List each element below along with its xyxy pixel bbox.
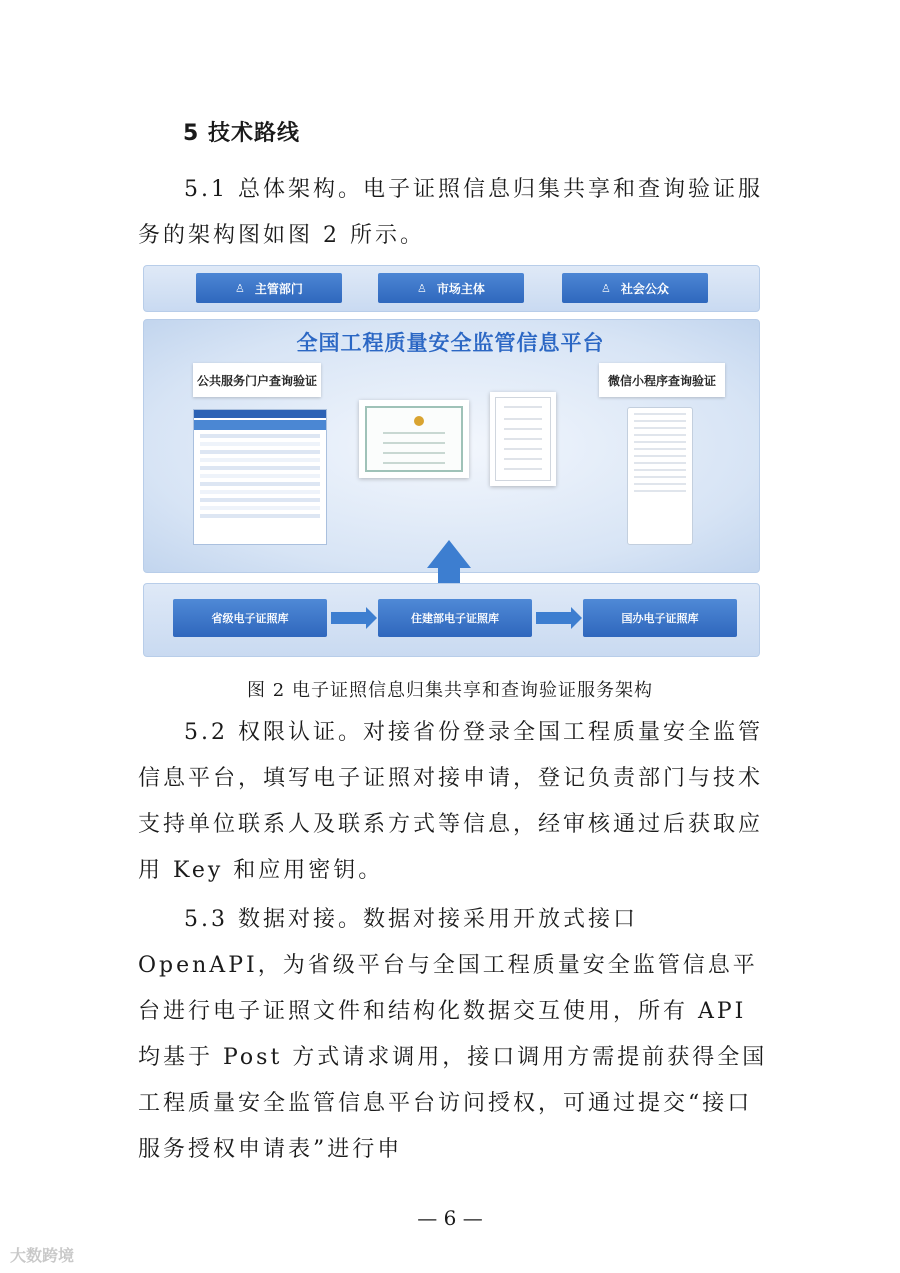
- portal-screenshot: [193, 409, 327, 545]
- certificate-document-image: [490, 392, 556, 486]
- paragraph-5-1: 5.1 总体架构。电子证照信息归集共享和查询验证服务的架构图如图 2 所示。: [138, 177, 763, 248]
- portal-label: 公共服务门户查询验证: [193, 363, 321, 397]
- miniapp-label: 微信小程序查询验证: [599, 363, 725, 397]
- paragraph-5-3: 5.3 数据对接。数据对接采用开放式接口 OpenAPI，为省级平台与全国工程质量安全监管信息平台进行电子证照文件和结构化数据交互使用，所有 API 均基于 Post 方式请求调用，接口调用方需提前获得全国工程质量安全监管信息平台访问授权，可通过提交“接口服务授权申请表”进行申: [138, 907, 768, 1162]
- architecture-diagram: [143, 265, 758, 657]
- certificate-image: [359, 400, 469, 478]
- figure-caption: 图 2 电子证照信息归集共享和查询验证服务架构: [247, 680, 653, 701]
- right-arrow-icon: [536, 612, 572, 624]
- page-number: — 6 —: [417, 1206, 483, 1230]
- person-icon: ♙: [601, 281, 611, 295]
- emblem-icon: [414, 416, 424, 426]
- roles-panel: [143, 265, 760, 312]
- role-public: ♙ 社会公众: [562, 273, 708, 303]
- db-ministry: 住建部电子证照库: [378, 599, 532, 637]
- paragraph-5-2: 5.2 权限认证。对接省份登录全国工程质量安全监管信息平台，填写电子证照对接申请，登记负责部门与技术支持单位联系人及联系方式等信息，经审核通过后获取应用 Key 和应用密钥。: [138, 720, 764, 883]
- right-arrow-icon: [331, 612, 367, 624]
- role-market-entity: ♙ 市场主体: [378, 273, 524, 303]
- person-icon: ♙: [235, 281, 245, 295]
- db-provincial: 省级电子证照库: [173, 599, 327, 637]
- watermark-logo: 大数跨境: [10, 1246, 75, 1265]
- up-arrow-icon: [427, 540, 471, 568]
- section-heading: 5 技术路线: [183, 121, 300, 146]
- person-icon: ♙: [417, 281, 427, 295]
- db-state-council: 国办电子证照库: [583, 599, 737, 637]
- platform-title: 全国工程质量安全监管信息平台: [296, 331, 605, 355]
- role-supervisor: ♙ 主管部门: [196, 273, 342, 303]
- miniapp-screenshot: [627, 407, 693, 545]
